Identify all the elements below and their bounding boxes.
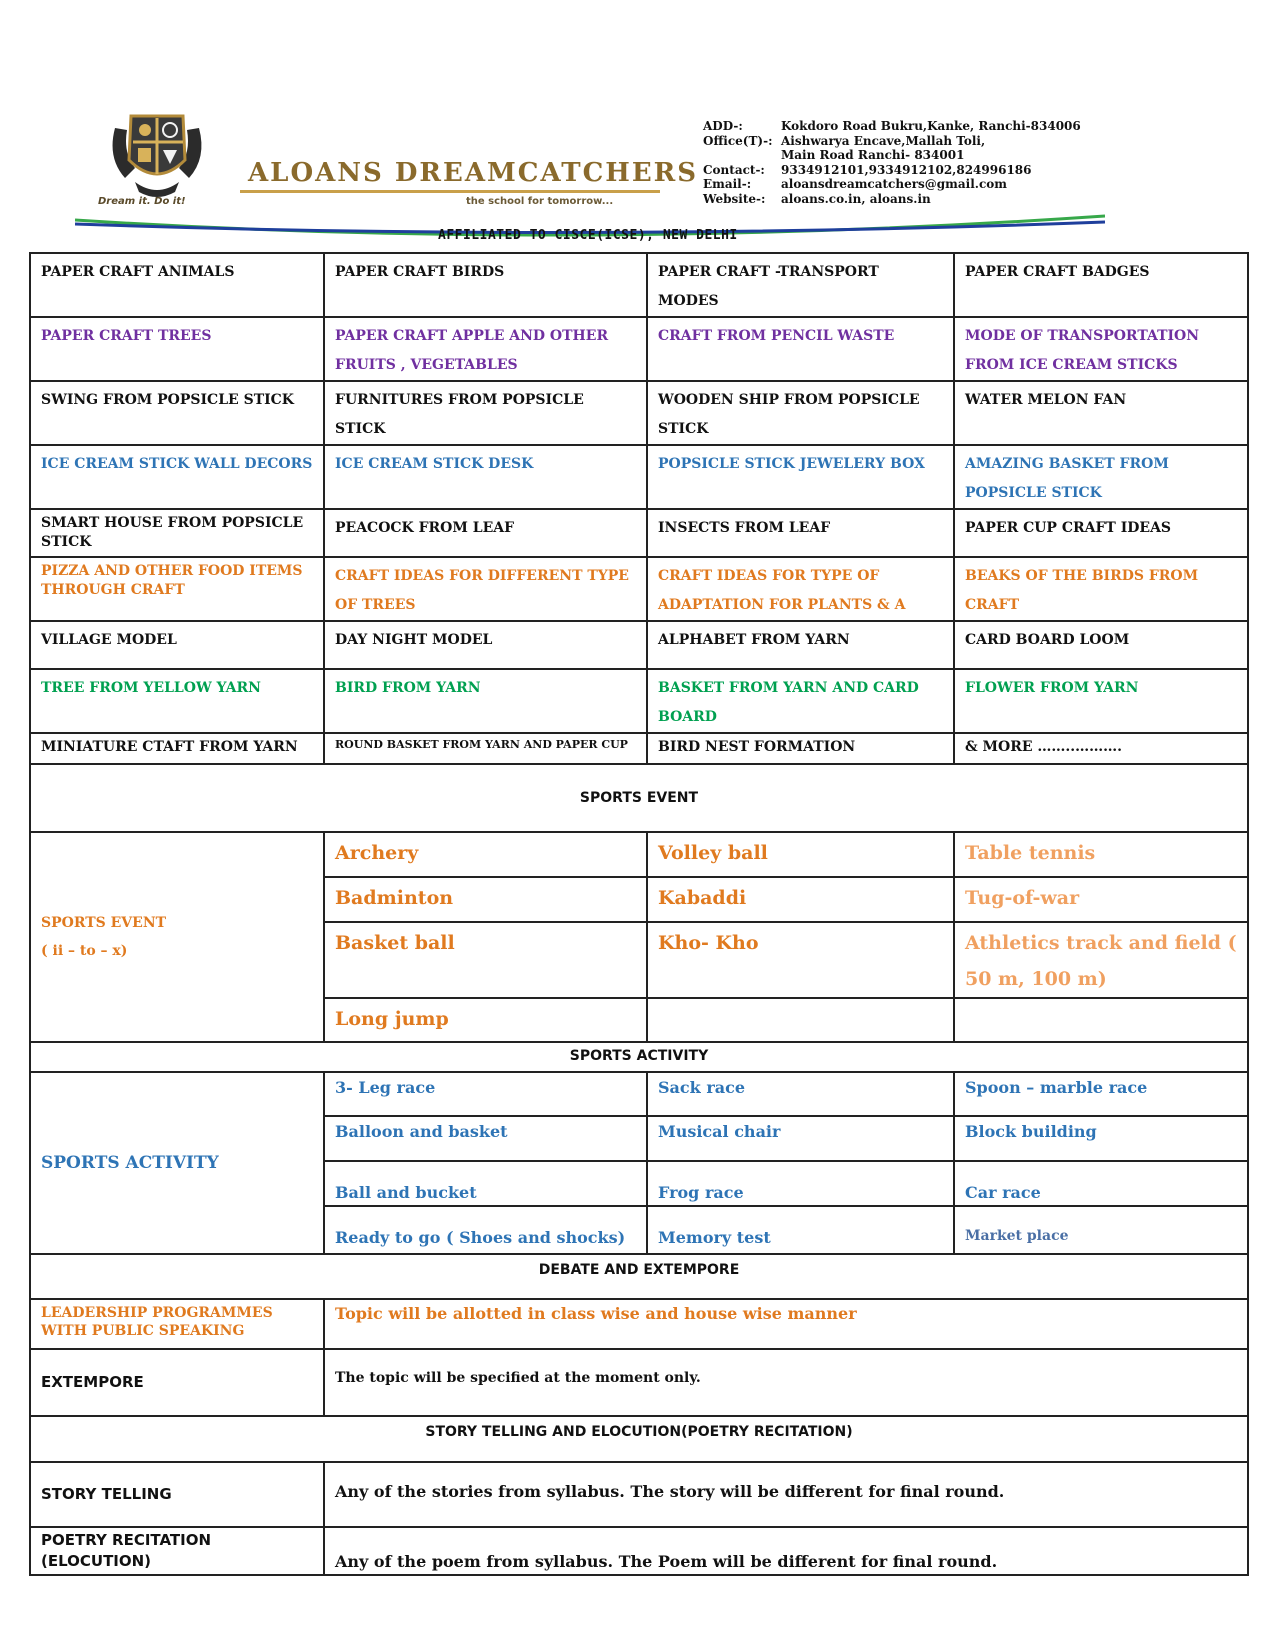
school-emblem-icon xyxy=(105,108,209,200)
table-row xyxy=(30,733,1248,764)
table-cell: VILLAGE MODEL xyxy=(30,621,324,669)
table-row xyxy=(30,317,1248,381)
table-cell: & MORE ……..………. xyxy=(954,733,1248,764)
table-cell: CARD BOARD LOOM xyxy=(954,621,1248,669)
sports-event-label-text: SPORTS EVENT xyxy=(41,915,167,931)
table-cell: AMAZING BASKET FROM POPSICLE STICK xyxy=(954,445,1248,509)
table-row xyxy=(30,253,1248,317)
table-cell: FURNITURES FROM POPSICLE STICK xyxy=(324,381,647,445)
activity-cell: Ready to go ( Shoes and shocks) xyxy=(324,1206,647,1254)
table-row xyxy=(30,557,1248,621)
sport-cell: Archery xyxy=(324,832,647,877)
sport-cell: Long jump xyxy=(324,998,647,1042)
table-cell: ICE CREAM STICK WALL DECORS xyxy=(30,445,324,509)
school-tagline: the school for tomorrow... xyxy=(466,196,614,207)
activity-cell: 3- Leg race xyxy=(324,1072,647,1116)
table-row xyxy=(30,381,1248,445)
address-line: ADD-: Kokdoro Road Bukru,Kanke, Ranchi-834006 xyxy=(703,119,1081,133)
table-cell: MODE OF TRANSPORTATION FROM ICE CREAM STICKS xyxy=(954,317,1248,381)
poetry-label: POETRY RECITATION (ELOCUTION) xyxy=(30,1527,324,1575)
table-row xyxy=(30,445,1248,509)
table-cell: TREE FROM YELLOW YARN xyxy=(30,669,324,733)
table-cell: SWING FROM POPSICLE STICK xyxy=(30,381,324,445)
sports-event-label xyxy=(30,832,324,1042)
activity-cell: Sack race xyxy=(647,1072,954,1116)
activities-table xyxy=(29,252,1249,1576)
sport-cell: Kho- Kho xyxy=(647,922,954,998)
table-row xyxy=(30,1072,1248,1116)
table-cell: PAPER CRAFT ANIMALS xyxy=(30,253,324,317)
activity-cell: Spoon – marble race xyxy=(954,1072,1248,1116)
table-cell: BIRD NEST FORMATION xyxy=(647,733,954,764)
story-telling-label: STORY TELLING xyxy=(30,1462,324,1527)
address-line: Office(T)-: Aishwarya Encave,Mallah Toli, xyxy=(703,133,986,148)
debate-text: Topic will be allotted in class wise and house wise manner xyxy=(324,1299,1248,1349)
contact-line: Contact-: 9334912101,9334912102,824996186 xyxy=(703,162,1032,177)
table-cell: PAPER CRAFT -TRANSPORT MODES xyxy=(647,253,954,317)
table-cell: BIRD FROM YARN xyxy=(324,669,647,733)
table-cell: BEAKS OF THE BIRDS FROM CRAFT xyxy=(954,557,1248,621)
sport-cell: Badminton xyxy=(324,877,647,922)
sport-cell: Basket ball xyxy=(324,922,647,998)
section-heading-row xyxy=(30,1416,1248,1462)
table-cell: INSECTS FROM LEAF xyxy=(647,509,954,557)
table-cell: ICE CREAM STICK DESK xyxy=(324,445,647,509)
table-row xyxy=(30,1527,1248,1575)
sports-event-heading: SPORTS EVENT xyxy=(30,764,1248,832)
table-cell: BASKET FROM YARN AND CARD BOARD xyxy=(647,669,954,733)
table-row xyxy=(30,1462,1248,1527)
table-cell: PAPER CUP CRAFT IDEAS xyxy=(954,509,1248,557)
extempore-label: EXTEMPORE xyxy=(30,1349,324,1416)
table-cell: DAY NIGHT MODEL xyxy=(324,621,647,669)
table-cell: WATER MELON FAN xyxy=(954,381,1248,445)
table-cell: CRAFT IDEAS FOR DIFFERENT TYPE OF TREES xyxy=(324,557,647,621)
sports-activity-heading: SPORTS ACTIVITY xyxy=(30,1042,1248,1072)
table-cell: PIZZA AND OTHER FOOD ITEMS THROUGH CRAFT xyxy=(30,557,324,621)
table-cell: PAPER CRAFT BADGES xyxy=(954,253,1248,317)
activity-cell: Frog race xyxy=(647,1161,954,1206)
address-block xyxy=(703,119,1081,206)
section-heading-row xyxy=(30,1042,1248,1072)
logo-tagline: Dream it. Do it! xyxy=(98,196,186,207)
table-row xyxy=(30,621,1248,669)
activity-cell: Musical chair xyxy=(647,1116,954,1161)
table-cell: PAPER CRAFT BIRDS xyxy=(324,253,647,317)
table-row xyxy=(30,669,1248,733)
activity-cell: Car race xyxy=(954,1161,1248,1206)
table-cell: CRAFT IDEAS FOR TYPE OF ADAPTATION FOR PLANTS & A xyxy=(647,557,954,621)
table-cell: POPSICLE STICK JEWELERY BOX xyxy=(647,445,954,509)
table-cell: ROUND BASKET FROM YARN AND PAPER CUP xyxy=(324,733,647,764)
extempore-text: The topic will be specified at the moment only. xyxy=(324,1349,1248,1416)
sport-cell: Tug-of-war xyxy=(954,877,1248,922)
table-row xyxy=(30,509,1248,557)
sport-cell: Table tennis xyxy=(954,832,1248,877)
story-heading: STORY TELLING AND ELOCUTION(POETRY RECITATION) xyxy=(30,1416,1248,1462)
section-heading-row xyxy=(30,1254,1248,1299)
table-row xyxy=(30,832,1248,877)
table-cell: SMART HOUSE FROM POPSICLE STICK xyxy=(30,509,324,557)
brand-underline xyxy=(240,190,660,193)
table-cell: PEACOCK FROM LEAF xyxy=(324,509,647,557)
table-cell: PAPER CRAFT APPLE AND OTHER FRUITS , VEGETABLES xyxy=(324,317,647,381)
debate-label: LEADERSHIP PROGRAMMES WITH PUBLIC SPEAKING xyxy=(30,1299,324,1349)
address-line: Main Road Ranchi- 834001 xyxy=(781,148,965,162)
table-row xyxy=(30,1299,1248,1349)
sport-cell xyxy=(647,998,954,1042)
activity-cell: Ball and bucket xyxy=(324,1161,647,1206)
sport-cell xyxy=(954,998,1248,1042)
activity-cell: Block building xyxy=(954,1116,1248,1161)
activity-cell: Balloon and basket xyxy=(324,1116,647,1161)
email-line: Email-: aloansdreamcatchers@gmail.com xyxy=(703,177,1007,191)
section-heading-row xyxy=(30,764,1248,832)
table-cell: FLOWER FROM YARN xyxy=(954,669,1248,733)
sport-cell: Athletics track and field ( 50 m, 100 m) xyxy=(954,922,1248,998)
story-telling-text: Any of the stories from syllabus. The story will be different for final round. xyxy=(324,1462,1248,1527)
school-name: ALOANS DREAMCATCHERS xyxy=(248,158,699,188)
table-cell: PAPER CRAFT TREES xyxy=(30,317,324,381)
sports-activity-label: SPORTS ACTIVITY xyxy=(30,1072,324,1254)
sport-cell: Kabaddi xyxy=(647,877,954,922)
website-line: Website-: aloans.co.in, aloans.in xyxy=(703,191,931,206)
table-cell: WOODEN SHIP FROM POPSICLE STICK xyxy=(647,381,954,445)
table-cell: ALPHABET FROM YARN xyxy=(647,621,954,669)
poetry-text: Any of the poem from syllabus. The Poem will be different for final round. xyxy=(324,1527,1248,1575)
table-cell: MINIATURE CTAFT FROM YARN xyxy=(30,733,324,764)
affiliation-text: AFFILIATED TO CISCE(ICSE), NEW DELHI xyxy=(438,228,738,243)
sport-cell: Volley ball xyxy=(647,832,954,877)
table-row xyxy=(30,1349,1248,1416)
sports-event-range: ( ii – to – x) xyxy=(41,943,128,959)
activity-cell: Memory test xyxy=(647,1206,954,1254)
activity-cell: Market place xyxy=(954,1206,1248,1254)
debate-heading: DEBATE AND EXTEMPORE xyxy=(30,1254,1248,1299)
table-cell: CRAFT FROM PENCIL WASTE xyxy=(647,317,954,381)
